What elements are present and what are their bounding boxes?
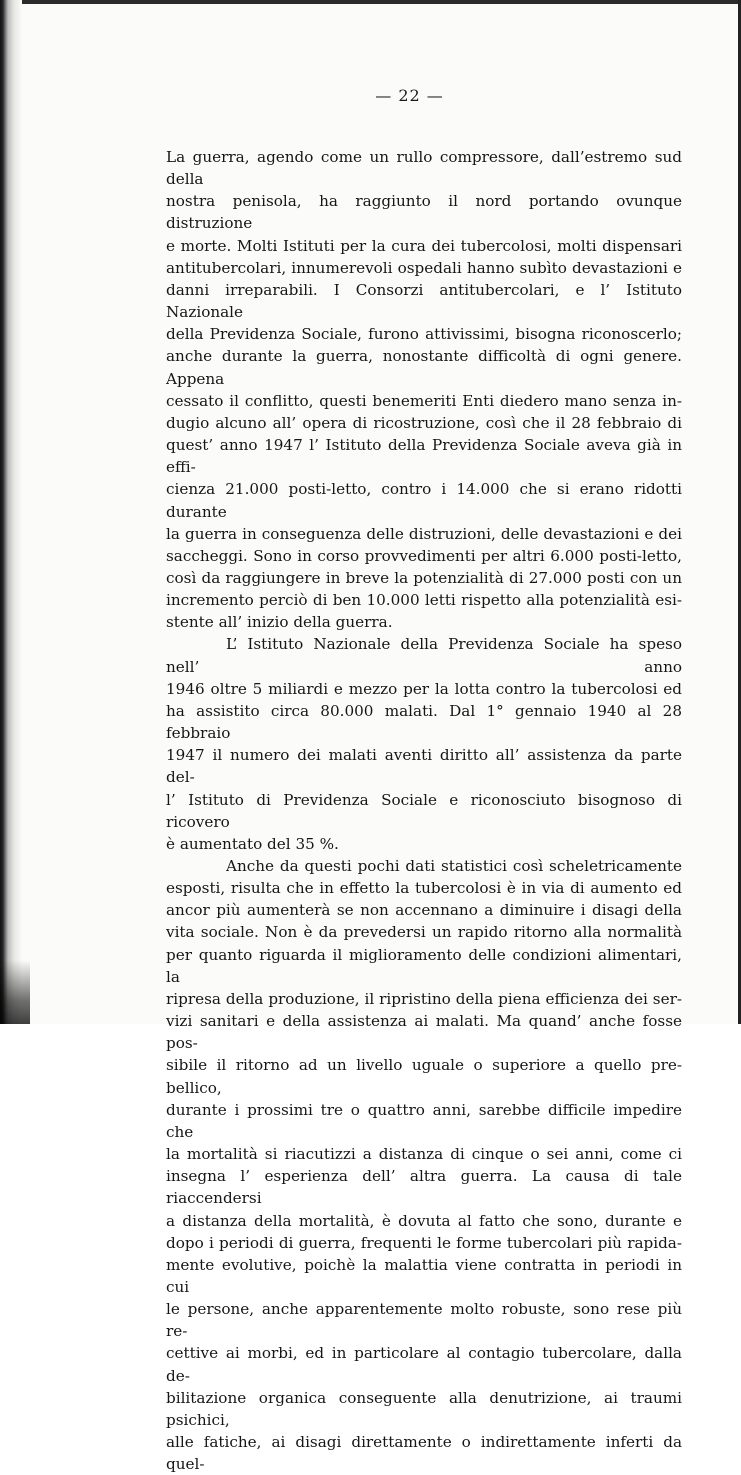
text-line: ancor più aumenterà se non accennano a diminuire i disagi della [166,901,682,920]
text-line: stente all’ inizio della guerra. [166,613,393,632]
text-line: anche durante la guerra, nonostante difficoltà di ogni genere. Appena [166,347,682,388]
body-text [166,146,682,1475]
text-line: della Previdenza Sociale, furono attivissimi, bisogna riconoscerlo; [166,325,682,344]
text-line: La guerra, agendo come un rullo compressore, dall’estremo sud della [166,148,682,189]
page-binding-edge [0,0,22,1024]
page-top-edge [0,0,741,4]
page-corner-shadow [0,960,30,1024]
text-line: bilitazione organica conseguente alla denutrizione, ai traumi psichici, [166,1388,682,1429]
text-line: danni irreparabili. I Consorzi antitubercolari, e l’ Istituto Nazionale [166,280,682,322]
text-line: così da raggiungere in breve la potenzialità di 27.000 posti con un [166,568,682,587]
text-line: per quanto riguarda il miglioramento delle condizioni alimentari, la [166,945,682,986]
text-line: 1946 oltre 5 miliardi e mezzo per la lotta contro la tubercolosi ed [166,679,682,698]
text-line: antitubercolari, innumerevoli ospedali hanno subìto devastazioni e [166,258,682,277]
text-line: esposti, risulta che in effetto la tubercolosi è in via di aumento ed [166,879,682,898]
text-line: l’ Istituto di Previdenza Sociale e riconosciuto bisognoso di ricovero [166,790,682,831]
text-line: saccheggi. Sono in corso provvedimenti per altri 6.000 posti-letto, [166,546,682,565]
text-line: L’ Istituto Nazionale della Previdenza Sociale ha speso nell’ anno [166,635,682,676]
text-line: mente evolutive, poichè la malattia viene contratta in periodi in cui [166,1255,682,1296]
text-line: 1947 il numero dei malati aventi diritto all’ assistenza da parte del- [166,746,682,787]
text-line: quest’ anno 1947 l’ Istituto della Previdenza Sociale aveva già in effi- [166,436,682,477]
text-line: è aumentato del 35 %. [166,834,339,853]
text-line: vita sociale. Non è da prevedersi un rapido ritorno alla normalità [166,923,682,942]
text-line: cienza 21.000 posti-letto, contro i 14.000 che si erano ridotti durante [166,480,682,521]
text-line: nostra penisola, ha raggiunto il nord portando ovunque distruzione [166,192,682,233]
text-line: e morte. Molti Istituti per la cura dei tubercolosi, molti dispensari [166,236,682,255]
text-line: durante i prossimi tre o quattro anni, sarebbe difficile impedire che [166,1100,682,1141]
text-line: dugio alcuno all’ opera di ricostruzione, così che il 28 febbraio di [166,413,682,432]
text-line: a distanza della mortalità, è dovuta al fatto che sono, durante e [166,1211,682,1230]
text-line: alle fatiche, ai disagi direttamente o indirettamente inferti da quel- [166,1433,682,1474]
text-line: insegna l’ esperienza dell’ altra guerra. La causa di tale riaccendersi [166,1167,682,1208]
text-line: Anche da questi pochi dati statistici così scheletricamente [226,857,682,875]
text-line: cessato il conflitto, questi benemeriti Enti diedero mano senza in- [166,391,682,410]
text-line: incremento perciò di ben 10.000 letti rispetto alla potenzialità esi- [166,591,682,610]
text-line: vizi sanitari e della assistenza ai malati. Ma quand’ anche fosse pos- [166,1012,682,1053]
text-line: la guerra in conseguenza delle distruzioni, delle devastazioni e dei [166,524,682,543]
text-line: cettive ai morbi, ed in particolare al contagio tubercolare, dalla de- [166,1344,682,1385]
text-line: dopo i periodi di guerra, frequenti le forme tubercolari più rapida- [166,1233,682,1252]
text-line: ripresa della produzione, il ripristino della piena efficienza dei ser- [166,989,682,1008]
text-line: ha assistito circa 80.000 malati. Dal 1° gennaio 1940 al 28 febbraio [166,701,682,743]
text-line: le persone, anche apparentemente molto robuste, sono rese più re- [166,1300,682,1341]
text-line: la mortalità si riacutizzi a distanza di cinque o sei anni, come ci [166,1145,682,1164]
page-number: — 22 — [375,86,444,105]
text-line: sibile il ritorno ad un livello uguale o superiore a quello pre-bellico, [166,1056,682,1097]
